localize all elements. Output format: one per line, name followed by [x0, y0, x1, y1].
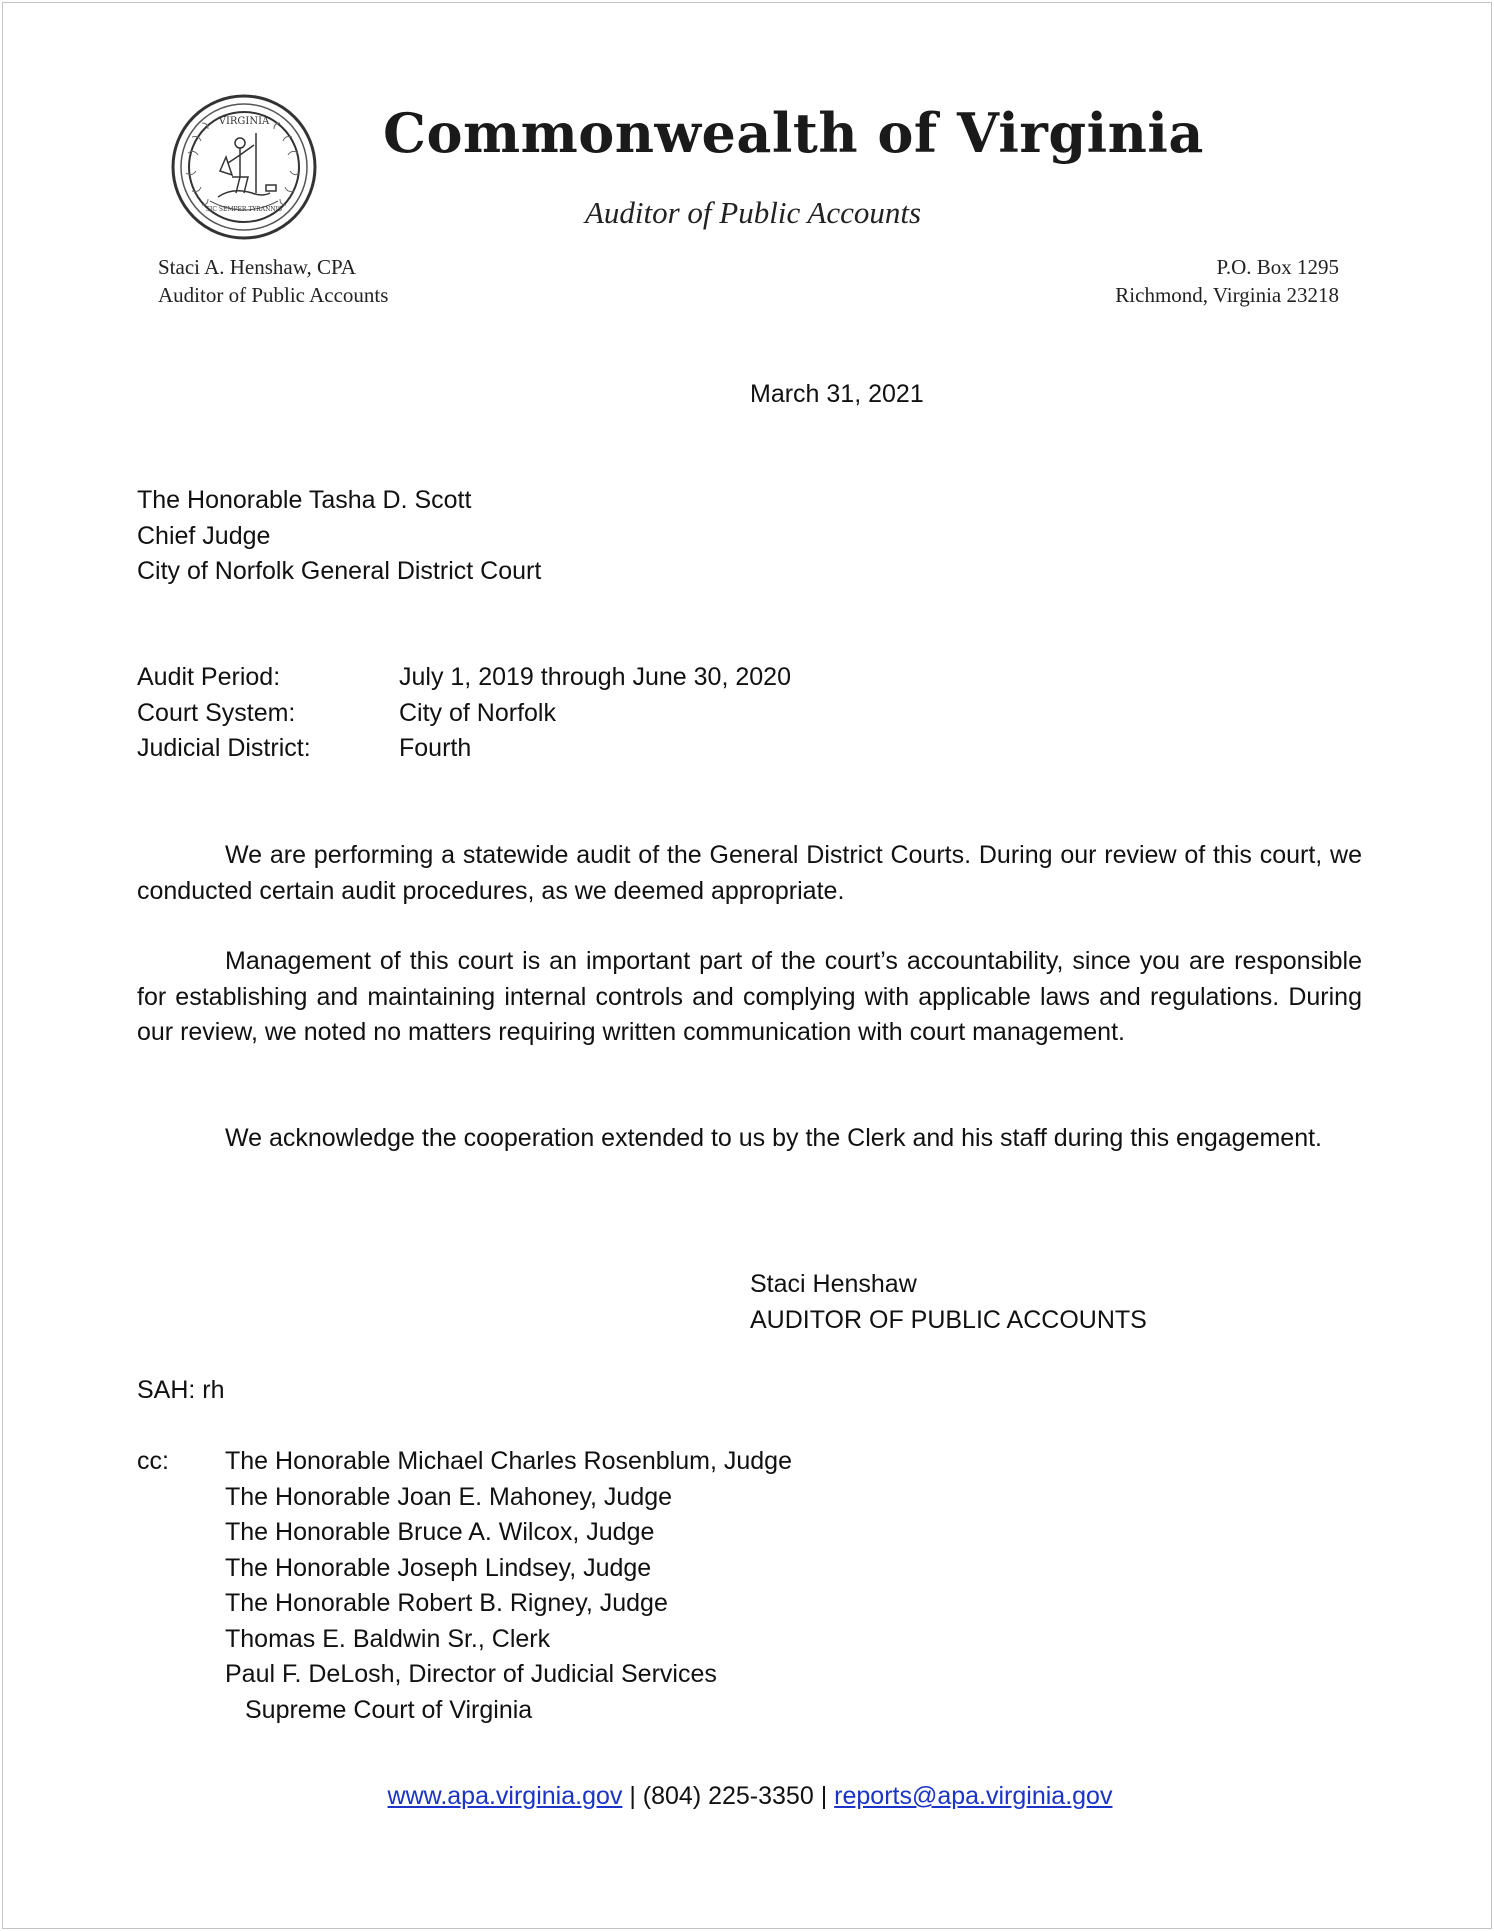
- audit-info-row: [137, 731, 791, 767]
- audit-info-row: [137, 660, 791, 696]
- footer-separator: |: [820, 1782, 828, 1810]
- footer-separator: |: [629, 1782, 636, 1810]
- audit-info-block: [137, 660, 791, 767]
- website-link[interactable]: www.apa.virginia.gov: [387, 1782, 623, 1810]
- signer-title: AUDITOR OF PUBLIC ACCOUNTS: [750, 1305, 1147, 1334]
- letter-date: March 31, 2021: [750, 380, 924, 408]
- auditor-name: Staci A. Henshaw, CPA: [158, 255, 356, 279]
- recipient-line: Chief Judge: [137, 521, 271, 550]
- audit-info-value: City of Norfolk: [399, 698, 556, 727]
- letterhead-title: Commonwealth of Virginia: [383, 101, 1204, 165]
- seal-top-text: VIRGINIA: [218, 116, 270, 127]
- letter-page: [2, 2, 1492, 1929]
- body-paragraph: We acknowledge the cooperation extended to us by the Clerk and his staff during this engagement.: [225, 1124, 1322, 1152]
- letterhead-subtitle: Auditor of Public Accounts: [584, 195, 922, 230]
- cc-list: [225, 1444, 792, 1728]
- audit-info-label: Judicial District:: [137, 734, 311, 762]
- body-paragraph: Management of this court is an important part of the court’s accountability, since you are responsible for establishing and maintaining internal controls and complying with applicable laws and regulations. During our review, we noted no matters requiring written communication with court management.: [137, 947, 1362, 1046]
- audit-info-label: Court System:: [137, 698, 296, 727]
- city-state-zip: Richmond, Virginia 23218: [1115, 283, 1339, 307]
- recipient-line: City of Norfolk General District Court: [137, 557, 542, 585]
- cc-entry: The Honorable Robert B. Rigney, Judge: [225, 1589, 668, 1617]
- cc-entry: The Honorable Joan E. Mahoney, Judge: [225, 1482, 673, 1511]
- footer: [3, 1779, 1494, 1815]
- po-box: P.O. Box 1295: [1216, 255, 1339, 279]
- audit-info-value: July 1, 2019 through June 30, 2020: [399, 663, 791, 691]
- audit-info-label: Audit Period:: [137, 663, 281, 691]
- cc-entry: Thomas E. Baldwin Sr., Clerk: [225, 1624, 551, 1653]
- email-link[interactable]: reports@apa.virginia.gov: [834, 1782, 1113, 1810]
- cc-entry: The Honorable Bruce A. Wilcox, Judge: [225, 1518, 655, 1546]
- audit-info-row: [137, 696, 791, 732]
- reference-initials: SAH: rh: [137, 1376, 225, 1404]
- cc-entry: The Honorable Joseph Lindsey, Judge: [225, 1553, 652, 1582]
- signer-name: Staci Henshaw: [750, 1270, 917, 1298]
- recipient-line: The Honorable Tasha D. Scott: [137, 486, 472, 514]
- auditor-title: Auditor of Public Accounts: [158, 283, 389, 307]
- cc-entry: Paul F. DeLosh, Director of Judicial Services: [225, 1660, 717, 1688]
- cc-sub-entry: Supreme Court of Virginia: [245, 1695, 533, 1724]
- cc-label: cc:: [137, 1447, 169, 1475]
- letterhead-right-block: [1115, 253, 1339, 309]
- audit-info-value: Fourth: [399, 734, 472, 762]
- letterhead-left-block: [158, 253, 388, 309]
- body-paragraph: We are performing a statewide audit of the General District Courts. During our review of this court, we conducted certain audit procedures, as we deemed appropriate.: [137, 841, 1362, 905]
- seal-motto: SIC SEMPER TYRANNIS: [205, 206, 283, 213]
- signature-block: [750, 1267, 1147, 1338]
- cc-entry: The Honorable Michael Charles Rosenblum, Judge: [225, 1447, 792, 1475]
- virginia-seal-icon: [170, 93, 318, 241]
- footer-phone: (804) 225-3350: [642, 1782, 814, 1810]
- recipient-block: [137, 483, 541, 590]
